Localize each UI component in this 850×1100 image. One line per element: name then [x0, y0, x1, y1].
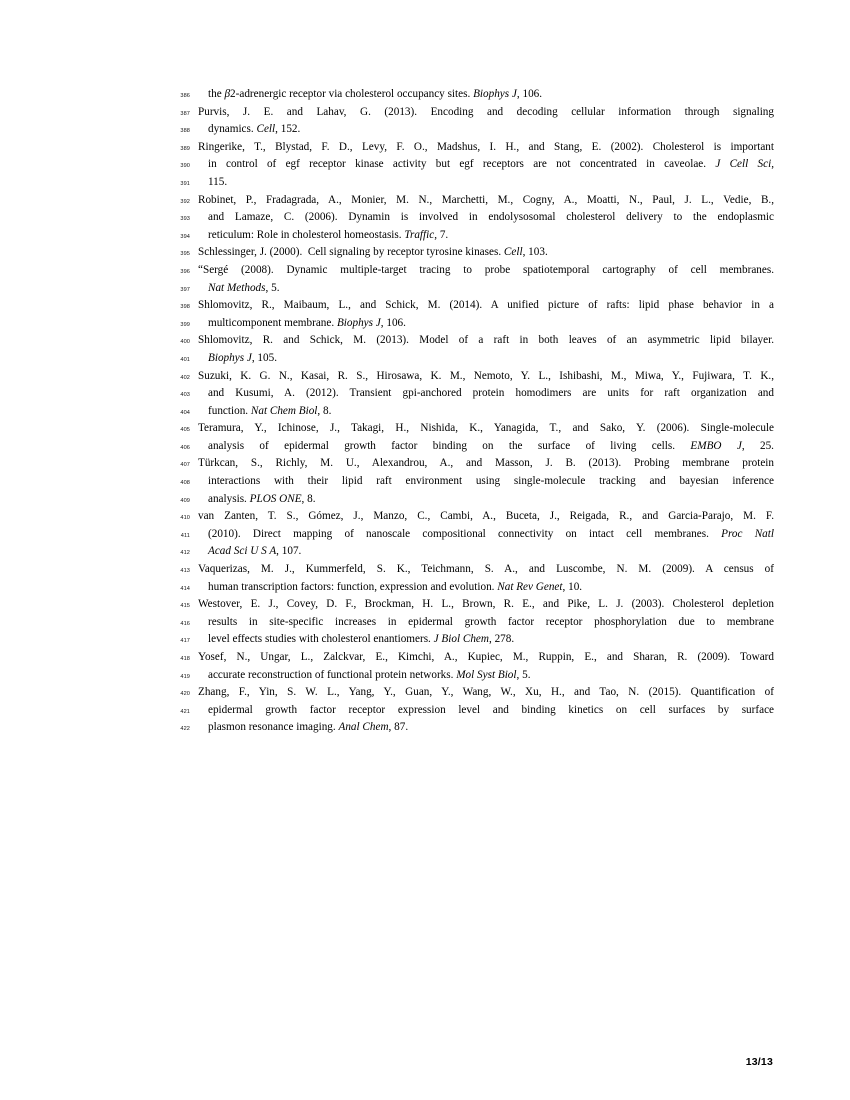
- reference-line: [168, 667, 774, 685]
- line-number: 411: [180, 532, 190, 539]
- reference-line: [168, 244, 774, 262]
- text-run: , 103.: [522, 246, 548, 259]
- reference-line: [168, 649, 774, 667]
- reference-line: [168, 86, 774, 104]
- line-number: 412: [180, 550, 190, 557]
- text-run: and Kusumi, A. (2012). Transient gpi-anchored protein homodimers are units for raft organization and: [208, 387, 774, 400]
- reference-line: [168, 227, 774, 245]
- text-run: Schlessinger, J. (2000). Cell signaling by receptor tyrosine kinases.: [198, 246, 504, 259]
- text-run: , 106.: [380, 316, 406, 329]
- reference-text: [198, 526, 774, 544]
- italic-run: Nat Rev Genet: [497, 580, 563, 593]
- line-number: 388: [180, 128, 190, 135]
- reference-line: [168, 596, 774, 614]
- line-number: 422: [180, 726, 190, 733]
- text-run: and Lamaze, C. (2006). Dynamin is involved in endolysosomal cholesterol delivery to the endoplasmic: [208, 211, 774, 224]
- line-number: 390: [180, 163, 190, 170]
- text-run: , 5.: [516, 668, 531, 681]
- reference-text: [198, 473, 774, 491]
- page-footer: 13/13: [745, 1056, 773, 1068]
- reference-line: [168, 420, 774, 438]
- reference-line: [168, 192, 774, 210]
- text-run: van Zanten, T. S., Gómez, J., Manzo, C., Cambi, A., Buceta, J., Reigada, R., and Garcia-Parajo, M. F.: [198, 510, 774, 523]
- text-run: results in site-specific increases in epidermal growth factor receptor phosphorylation due to membrane: [208, 615, 774, 628]
- line-number: 415: [180, 603, 190, 610]
- text-run: Teramura, Y., Ichinose, J., Takagi, H., Nishida, K., Yanagida, T., and Sako, Y. (2006). Single-molecule: [198, 422, 774, 435]
- reference-line: [168, 368, 774, 386]
- text-run: human transcription factors: function, expression and evolution.: [208, 580, 498, 593]
- text-run: epidermal growth factor receptor expression level and binding kinetics on cell surfaces by surface: [208, 703, 774, 716]
- reference-line: [168, 280, 774, 298]
- text-run: , 7.: [434, 228, 449, 241]
- text-run: ,: [771, 158, 774, 171]
- line-number: 397: [180, 286, 190, 293]
- reference-line: [168, 526, 774, 544]
- text-run: plasmon resonance imaging.: [208, 721, 339, 734]
- italic-run: Acad Sci U S A: [208, 545, 277, 558]
- reference-text: [198, 368, 774, 386]
- italic-run: Biophys J: [336, 316, 381, 329]
- text-run: multicomponent membrane.: [208, 316, 337, 329]
- reference-text: [198, 244, 774, 262]
- text-run: , 10.: [562, 580, 583, 593]
- italic-run: Biophys J: [473, 88, 517, 100]
- text-run: , 152.: [275, 123, 301, 136]
- text-run: , 106.: [516, 88, 543, 100]
- reference-text: [198, 631, 774, 649]
- reference-line: [168, 579, 774, 597]
- reference-line: [168, 315, 774, 333]
- italic-run: Mol Syst Biol: [456, 668, 517, 681]
- reference-text: [198, 104, 774, 122]
- line-number: 404: [180, 409, 190, 416]
- reference-line: [168, 262, 774, 280]
- reference-list: [168, 86, 774, 737]
- reference-text: [198, 508, 774, 526]
- text-run: Purvis, J. E. and Lahav, G. (2013). Encoding and decoding cellular information through signaling: [198, 105, 774, 118]
- line-number: 408: [180, 480, 190, 487]
- reference-text: [198, 262, 774, 280]
- line-number: 391: [180, 180, 190, 187]
- text-run: Zhang, F., Yin, S. W. L., Yang, Y., Guan, Y., Wang, W., Xu, H., and Tao, N. (2015). Quantification of: [198, 686, 774, 699]
- reference-text: [198, 192, 774, 210]
- reference-line: [168, 543, 774, 561]
- text-run: Suzuki, K. G. N., Kasai, R. S., Hirosawa, K. M., Nemoto, Y. L., Ishibashi, M., Miwa, Y., Fujiwara, T. K.,: [198, 369, 774, 382]
- reference-line: [168, 156, 774, 174]
- text-run: Robinet, P., Fradagrada, A., Monier, M. N., Marchetti, M., Cogny, A., Moatti, N., Paul, J. L., Vedie, B.,: [198, 193, 774, 206]
- line-number: 409: [180, 497, 190, 504]
- reference-line: [168, 684, 774, 702]
- text-run: Shlomovitz, R., Maibaum, L., and Schick, M. (2014). A unified picture of rafts: lipid phase behavior in a: [198, 299, 774, 312]
- reference-text: [198, 420, 774, 438]
- italic-run: Cell: [503, 246, 523, 259]
- text-run: interactions with their lipid raft environment using single-molecule tracking and bayesian inference: [208, 475, 774, 488]
- reference-text: [198, 297, 774, 315]
- line-number: 400: [180, 339, 190, 346]
- reference-line: [168, 455, 774, 473]
- reference-text: [198, 315, 774, 333]
- line-number: 410: [180, 515, 190, 522]
- line-number: 392: [180, 198, 190, 205]
- reference-text: [198, 209, 774, 227]
- text-run: Vaquerizas, M. J., Kummerfeld, S. K., Teichmann, S. A., and Luscombe, N. M. (2009). A census of: [198, 563, 774, 576]
- reference-text: [198, 280, 774, 298]
- line-number: 399: [180, 321, 190, 328]
- text-run: , 5.: [265, 281, 280, 294]
- text-run: analysis of epidermal growth factor binding on the surface of living cells.: [208, 439, 691, 452]
- italic-run: Traffic: [404, 228, 435, 241]
- reference-text: [198, 719, 774, 737]
- text-run: level effects studies with cholesterol enantiomers.: [208, 633, 434, 646]
- reference-text: [198, 403, 774, 421]
- text-run: “Sergé (2008). Dynamic multiple-target tracing to probe spatiotemporal cartography of cell membranes.: [198, 263, 774, 276]
- line-number: 405: [180, 427, 190, 434]
- line-number: 393: [180, 216, 190, 223]
- reference-line: [168, 121, 774, 139]
- reference-text: [198, 455, 774, 473]
- text-run: the: [208, 88, 225, 100]
- reference-text: [198, 596, 774, 614]
- reference-line: [168, 719, 774, 737]
- text-run: function.: [208, 404, 251, 417]
- italic-run: J Biol Chem: [433, 633, 489, 646]
- reference-text: [198, 350, 774, 368]
- reference-line: [168, 104, 774, 122]
- text-run: Yosef, N., Ungar, L., Zalckvar, E., Kimchi, A., Kupiec, M., Ruppin, E., and Sharan, R. (2009). Toward: [198, 651, 774, 663]
- reference-text: [198, 491, 774, 509]
- line-number: 389: [180, 145, 190, 152]
- text-run: in control of egf receptor kinase activity but egf receptors are not concentrated in caveolae.: [208, 158, 716, 171]
- reference-line: [168, 332, 774, 350]
- italic-run: β: [224, 88, 231, 100]
- text-run: Türkcan, S., Richly, M. U., Alexandrou, A., and Masson, J. B. (2013). Probing membrane protein: [198, 457, 774, 470]
- line-number: 420: [180, 691, 190, 698]
- reference-text: [198, 438, 774, 456]
- italic-run: Biophys J: [208, 351, 252, 364]
- reference-text: [198, 561, 774, 579]
- reference-text: [198, 684, 774, 702]
- reference-line: [168, 139, 774, 157]
- line-number: 407: [180, 462, 190, 469]
- reference-text: [198, 156, 774, 174]
- reference-line: [168, 702, 774, 720]
- italic-run: J Cell Sci: [715, 158, 772, 171]
- line-number: 403: [180, 392, 190, 399]
- text-run: (2010). Direct mapping of nanoscale compositional connectivity on intact cell membranes.: [208, 527, 722, 540]
- text-run: , 105.: [251, 351, 277, 364]
- text-run: accurate reconstruction of functional protein networks.: [208, 668, 457, 681]
- line-number: 418: [180, 656, 190, 662]
- italic-run: Anal Chem: [338, 721, 389, 734]
- reference-line: [168, 209, 774, 227]
- text-run: 2-adrenergic receptor via cholesterol occupancy sites.: [230, 88, 474, 100]
- line-number: 387: [180, 110, 190, 117]
- text-run: 115.: [208, 175, 228, 188]
- reference-text: [198, 702, 774, 720]
- reference-text: [198, 121, 774, 139]
- reference-line: [168, 561, 774, 579]
- reference-line: [168, 403, 774, 421]
- line-number: 419: [180, 673, 190, 680]
- line-number: 417: [180, 638, 190, 645]
- text-run: , 278.: [488, 633, 515, 646]
- line-number: 394: [180, 233, 190, 240]
- reference-line: [168, 491, 774, 509]
- text-run: Ringerike, T., Blystad, F. D., Levy, F. O., Madshus, I. H., and Stang, E. (2002). Cholesterol is important: [198, 140, 774, 153]
- text-run: Shlomovitz, R. and Schick, M. (2013). Model of a raft in both leaves of an asymmetric lipid bilayer.: [198, 334, 774, 347]
- reference-text: [198, 332, 774, 350]
- reference-text: [198, 667, 774, 685]
- line-number: 395: [180, 251, 190, 258]
- italic-run: Cell: [256, 123, 276, 136]
- reference-line: [168, 350, 774, 368]
- reference-text: [198, 385, 774, 403]
- reference-text: [198, 86, 774, 104]
- line-number: 421: [180, 708, 190, 715]
- reference-text: [198, 139, 774, 157]
- line-number: 396: [180, 268, 190, 275]
- line-number: 406: [180, 444, 190, 451]
- reference-text: [198, 649, 774, 667]
- reference-text: [198, 227, 774, 245]
- text-run: , 107.: [276, 545, 302, 558]
- reference-line: [168, 631, 774, 649]
- reference-line: [168, 473, 774, 491]
- text-run: reticulum: Role in cholesterol homeostasis.: [208, 228, 405, 241]
- reference-text: [198, 579, 774, 597]
- italic-run: EMBO J: [690, 439, 742, 452]
- reference-line: [168, 297, 774, 315]
- italic-run: Proc Natl: [721, 527, 774, 540]
- reference-line: [168, 174, 774, 192]
- line-number: 401: [180, 356, 190, 363]
- text-run: dynamics.: [208, 123, 257, 136]
- italic-run: Nat Chem Biol: [250, 404, 318, 417]
- line-number: 398: [180, 304, 190, 311]
- reference-text: [198, 174, 774, 192]
- reference-line: [168, 614, 774, 632]
- reference-line: [168, 385, 774, 403]
- text-run: analysis.: [208, 492, 250, 505]
- reference-text: [198, 614, 774, 632]
- line-number: 413: [180, 568, 190, 575]
- text-run: , 25.: [741, 439, 774, 452]
- line-number: 416: [180, 620, 190, 627]
- line-number: 414: [180, 585, 190, 592]
- italic-run: Nat Methods: [208, 281, 266, 294]
- text-run: , 8.: [301, 492, 316, 505]
- reference-line: [168, 508, 774, 526]
- reference-line: [168, 438, 774, 456]
- italic-run: PLOS ONE: [249, 492, 302, 505]
- text-run: , 87.: [388, 721, 409, 734]
- reference-text: [198, 543, 774, 561]
- line-number: 402: [180, 374, 190, 381]
- text-run: , 8.: [317, 404, 332, 417]
- text-run: Westover, E. J., Covey, D. F., Brockman, H. L., Brown, R. E., and Pike, L. J. (2003). Cholesterol depletion: [198, 598, 774, 611]
- line-number: 386: [180, 93, 190, 99]
